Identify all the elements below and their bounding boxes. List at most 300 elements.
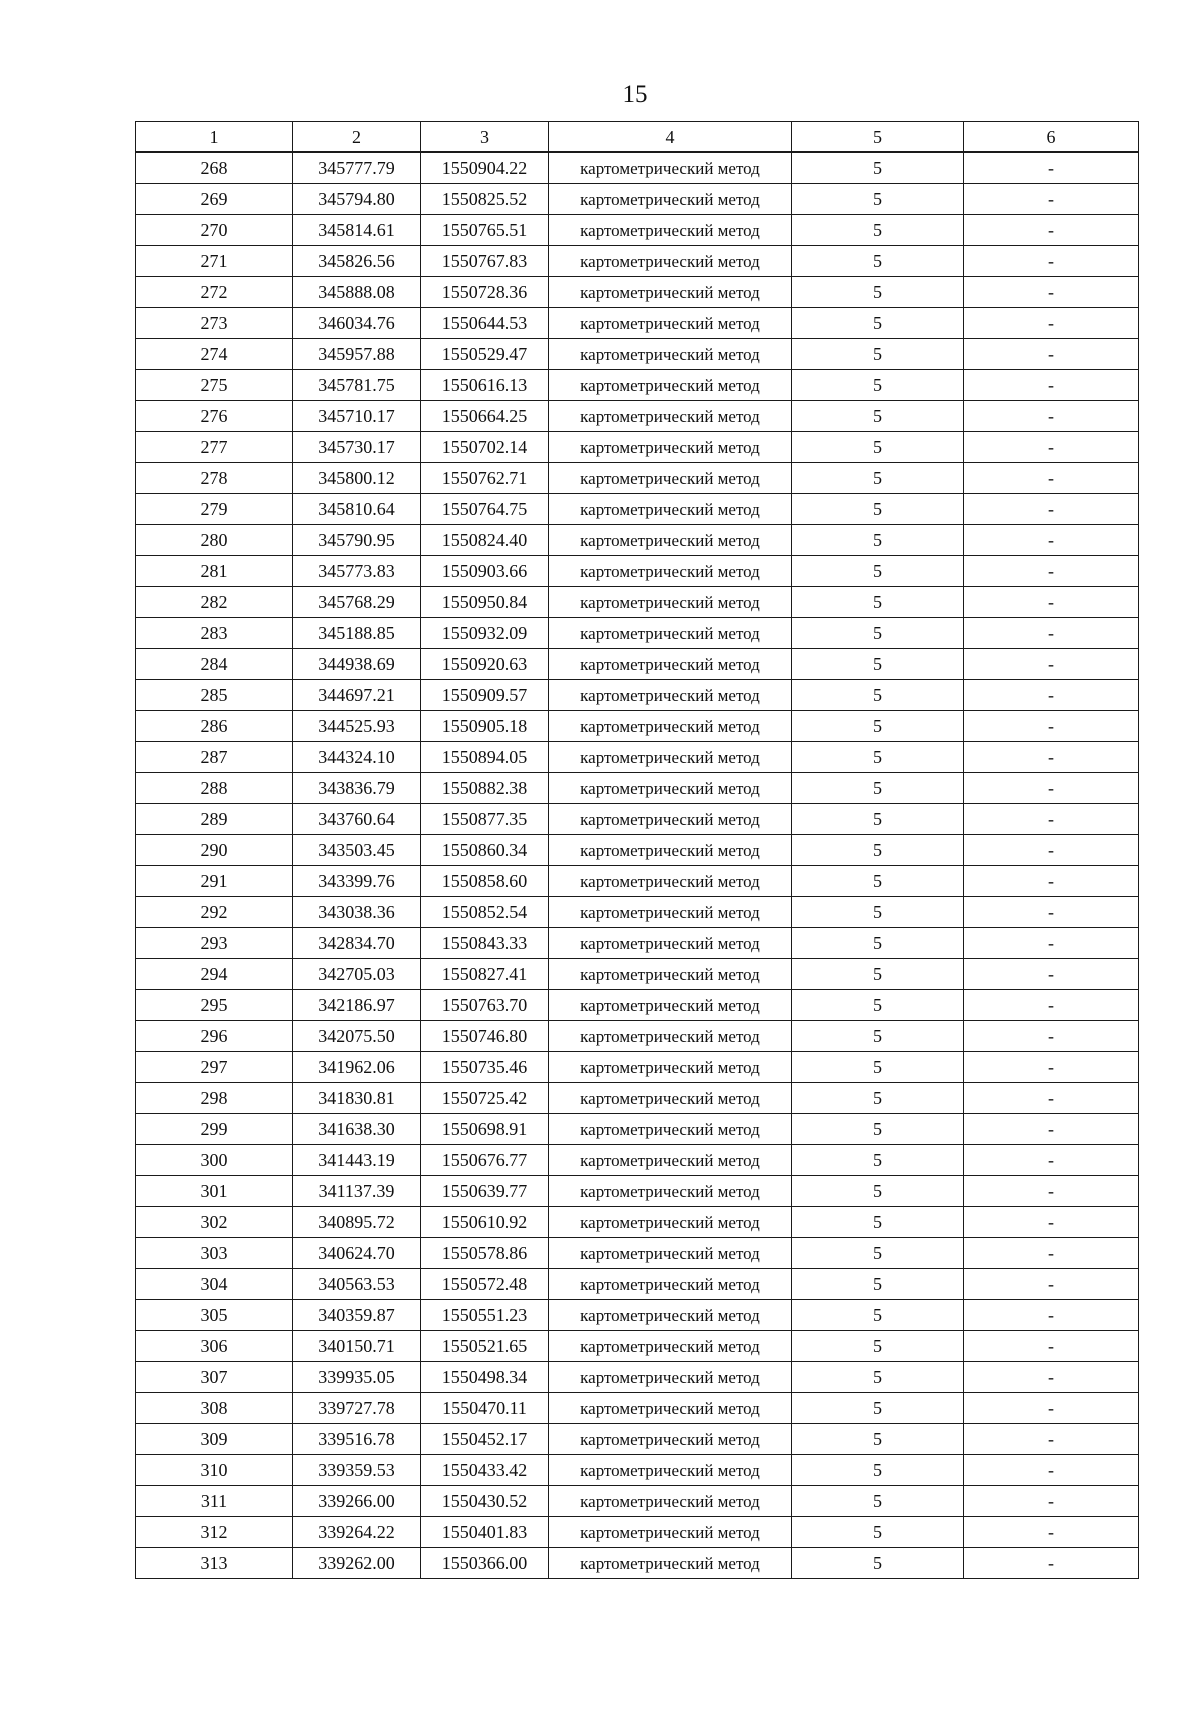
method-cell: картометрический метод <box>549 184 792 215</box>
x-coordinate-cell: 341830.81 <box>293 1083 421 1114</box>
accuracy-cell: 5 <box>792 308 964 339</box>
table-body <box>136 152 1139 1579</box>
method-cell: картометрический метод <box>549 1052 792 1083</box>
y-coordinate-cell: 1550728.36 <box>421 277 549 308</box>
y-coordinate-cell: 1550578.86 <box>421 1238 549 1269</box>
point-number-cell: 270 <box>136 215 293 246</box>
accuracy-cell: 5 <box>792 804 964 835</box>
x-coordinate-cell: 342186.97 <box>293 990 421 1021</box>
point-number-cell: 293 <box>136 928 293 959</box>
accuracy-cell: 5 <box>792 556 964 587</box>
accuracy-cell: 5 <box>792 339 964 370</box>
table-row <box>136 277 1139 308</box>
table-row <box>136 680 1139 711</box>
method-cell: картометрический метод <box>549 773 792 804</box>
point-number-cell: 276 <box>136 401 293 432</box>
table-row <box>136 370 1139 401</box>
description-cell: - <box>964 494 1139 525</box>
y-coordinate-cell: 1550644.53 <box>421 308 549 339</box>
point-number-cell: 295 <box>136 990 293 1021</box>
x-coordinate-cell: 346034.76 <box>293 308 421 339</box>
x-coordinate-cell: 345768.29 <box>293 587 421 618</box>
description-cell: - <box>964 1145 1139 1176</box>
y-coordinate-cell: 1550498.34 <box>421 1362 549 1393</box>
x-coordinate-cell: 340359.87 <box>293 1300 421 1331</box>
description-cell: - <box>964 1455 1139 1486</box>
y-coordinate-cell: 1550825.52 <box>421 184 549 215</box>
point-number-cell: 301 <box>136 1176 293 1207</box>
x-coordinate-cell: 340563.53 <box>293 1269 421 1300</box>
method-cell: картометрический метод <box>549 742 792 773</box>
y-coordinate-cell: 1550763.70 <box>421 990 549 1021</box>
accuracy-cell: 5 <box>792 990 964 1021</box>
description-cell: - <box>964 1207 1139 1238</box>
method-cell: картометрический метод <box>549 1207 792 1238</box>
table-row <box>136 246 1139 277</box>
table-row <box>136 711 1139 742</box>
accuracy-cell: 5 <box>792 1424 964 1455</box>
table-row <box>136 1114 1139 1145</box>
point-number-cell: 308 <box>136 1393 293 1424</box>
description-cell: - <box>964 1548 1139 1579</box>
method-cell: картометрический метод <box>549 928 792 959</box>
x-coordinate-cell: 340895.72 <box>293 1207 421 1238</box>
accuracy-cell: 5 <box>792 1052 964 1083</box>
x-coordinate-cell: 345773.83 <box>293 556 421 587</box>
x-coordinate-cell: 341137.39 <box>293 1176 421 1207</box>
y-coordinate-cell: 1550366.00 <box>421 1548 549 1579</box>
method-cell: картометрический метод <box>549 1083 792 1114</box>
description-cell: - <box>964 928 1139 959</box>
column-header-description: 6 <box>964 122 1139 153</box>
point-number-cell: 291 <box>136 866 293 897</box>
description-cell: - <box>964 1486 1139 1517</box>
point-number-cell: 278 <box>136 463 293 494</box>
description-cell: - <box>964 432 1139 463</box>
description-cell: - <box>964 742 1139 773</box>
description-cell: - <box>964 184 1139 215</box>
x-coordinate-cell: 341962.06 <box>293 1052 421 1083</box>
description-cell: - <box>964 897 1139 928</box>
column-header-accuracy: 5 <box>792 122 964 153</box>
accuracy-cell: 5 <box>792 277 964 308</box>
y-coordinate-cell: 1550904.22 <box>421 152 549 184</box>
y-coordinate-cell: 1550852.54 <box>421 897 549 928</box>
accuracy-cell: 5 <box>792 494 964 525</box>
method-cell: картометрический метод <box>549 1424 792 1455</box>
description-cell: - <box>964 152 1139 184</box>
y-coordinate-cell: 1550702.14 <box>421 432 549 463</box>
method-cell: картометрический метод <box>549 1331 792 1362</box>
x-coordinate-cell: 343760.64 <box>293 804 421 835</box>
method-cell: картометрический метод <box>549 308 792 339</box>
x-coordinate-cell: 345794.80 <box>293 184 421 215</box>
point-number-cell: 296 <box>136 1021 293 1052</box>
method-cell: картометрический метод <box>549 152 792 184</box>
x-coordinate-cell: 345957.88 <box>293 339 421 370</box>
method-cell: картометрический метод <box>549 587 792 618</box>
accuracy-cell: 5 <box>792 246 964 277</box>
point-number-cell: 288 <box>136 773 293 804</box>
table-row <box>136 1207 1139 1238</box>
description-cell: - <box>964 1424 1139 1455</box>
table-row <box>136 1052 1139 1083</box>
description-cell: - <box>964 804 1139 835</box>
x-coordinate-cell: 341443.19 <box>293 1145 421 1176</box>
description-cell: - <box>964 246 1139 277</box>
method-cell: картометрический метод <box>549 277 792 308</box>
y-coordinate-cell: 1550894.05 <box>421 742 549 773</box>
description-cell: - <box>964 339 1139 370</box>
y-coordinate-cell: 1550529.47 <box>421 339 549 370</box>
x-coordinate-cell: 344697.21 <box>293 680 421 711</box>
table-row <box>136 1145 1139 1176</box>
point-number-cell: 289 <box>136 804 293 835</box>
point-number-cell: 307 <box>136 1362 293 1393</box>
table-row <box>136 1238 1139 1269</box>
method-cell: картометрический метод <box>549 401 792 432</box>
x-coordinate-cell: 343503.45 <box>293 835 421 866</box>
y-coordinate-cell: 1550762.71 <box>421 463 549 494</box>
accuracy-cell: 5 <box>792 680 964 711</box>
description-cell: - <box>964 1517 1139 1548</box>
column-header-x: 2 <box>293 122 421 153</box>
method-cell: картометрический метод <box>549 680 792 711</box>
point-number-cell: 290 <box>136 835 293 866</box>
description-cell: - <box>964 1269 1139 1300</box>
method-cell: картометрический метод <box>549 339 792 370</box>
point-number-cell: 275 <box>136 370 293 401</box>
table-row <box>136 928 1139 959</box>
table-row <box>136 835 1139 866</box>
column-header-method: 4 <box>549 122 792 153</box>
y-coordinate-cell: 1550430.52 <box>421 1486 549 1517</box>
accuracy-cell: 5 <box>792 587 964 618</box>
x-coordinate-cell: 344938.69 <box>293 649 421 680</box>
table-row <box>136 1517 1139 1548</box>
y-coordinate-cell: 1550572.48 <box>421 1269 549 1300</box>
accuracy-cell: 5 <box>792 1021 964 1052</box>
y-coordinate-cell: 1550824.40 <box>421 525 549 556</box>
y-coordinate-cell: 1550616.13 <box>421 370 549 401</box>
accuracy-cell: 5 <box>792 773 964 804</box>
column-header-y: 3 <box>421 122 549 153</box>
method-cell: картометрический метод <box>549 1517 792 1548</box>
x-coordinate-cell: 342705.03 <box>293 959 421 990</box>
accuracy-cell: 5 <box>792 1238 964 1269</box>
point-number-cell: 306 <box>136 1331 293 1362</box>
x-coordinate-cell: 343038.36 <box>293 897 421 928</box>
table-row <box>136 1331 1139 1362</box>
y-coordinate-cell: 1550882.38 <box>421 773 549 804</box>
method-cell: картометрический метод <box>549 897 792 928</box>
accuracy-cell: 5 <box>792 959 964 990</box>
y-coordinate-cell: 1550932.09 <box>421 618 549 649</box>
point-number-cell: 274 <box>136 339 293 370</box>
method-cell: картометрический метод <box>549 215 792 246</box>
x-coordinate-cell: 339359.53 <box>293 1455 421 1486</box>
table-row <box>136 215 1139 246</box>
table-row <box>136 1548 1139 1579</box>
point-number-cell: 310 <box>136 1455 293 1486</box>
description-cell: - <box>964 649 1139 680</box>
accuracy-cell: 5 <box>792 1269 964 1300</box>
description-cell: - <box>964 680 1139 711</box>
x-coordinate-cell: 345781.75 <box>293 370 421 401</box>
description-cell: - <box>964 308 1139 339</box>
table-row <box>136 463 1139 494</box>
y-coordinate-cell: 1550909.57 <box>421 680 549 711</box>
description-cell: - <box>964 1238 1139 1269</box>
table-row <box>136 618 1139 649</box>
description-cell: - <box>964 1021 1139 1052</box>
method-cell: картометрический метод <box>549 1269 792 1300</box>
method-cell: картометрический метод <box>549 246 792 277</box>
method-cell: картометрический метод <box>549 866 792 897</box>
point-number-cell: 299 <box>136 1114 293 1145</box>
description-cell: - <box>964 556 1139 587</box>
accuracy-cell: 5 <box>792 525 964 556</box>
point-number-cell: 272 <box>136 277 293 308</box>
method-cell: картометрический метод <box>549 1486 792 1517</box>
table-row <box>136 494 1139 525</box>
accuracy-cell: 5 <box>792 742 964 773</box>
point-number-cell: 280 <box>136 525 293 556</box>
method-cell: картометрический метод <box>549 1393 792 1424</box>
x-coordinate-cell: 339262.00 <box>293 1548 421 1579</box>
description-cell: - <box>964 1300 1139 1331</box>
x-coordinate-cell: 339935.05 <box>293 1362 421 1393</box>
accuracy-cell: 5 <box>792 649 964 680</box>
method-cell: картометрический метод <box>549 463 792 494</box>
y-coordinate-cell: 1550735.46 <box>421 1052 549 1083</box>
point-number-cell: 268 <box>136 152 293 184</box>
table-row <box>136 1269 1139 1300</box>
x-coordinate-cell: 345800.12 <box>293 463 421 494</box>
y-coordinate-cell: 1550610.92 <box>421 1207 549 1238</box>
description-cell: - <box>964 990 1139 1021</box>
y-coordinate-cell: 1550746.80 <box>421 1021 549 1052</box>
point-number-cell: 282 <box>136 587 293 618</box>
table-row <box>136 959 1139 990</box>
accuracy-cell: 5 <box>792 1207 964 1238</box>
table-row <box>136 1486 1139 1517</box>
y-coordinate-cell: 1550827.41 <box>421 959 549 990</box>
y-coordinate-cell: 1550860.34 <box>421 835 549 866</box>
table-row <box>136 649 1139 680</box>
accuracy-cell: 5 <box>792 1114 964 1145</box>
point-number-cell: 279 <box>136 494 293 525</box>
accuracy-cell: 5 <box>792 1393 964 1424</box>
description-cell: - <box>964 1083 1139 1114</box>
table-row <box>136 152 1139 184</box>
point-number-cell: 292 <box>136 897 293 928</box>
description-cell: - <box>964 835 1139 866</box>
header-row <box>136 122 1139 153</box>
y-coordinate-cell: 1550676.77 <box>421 1145 549 1176</box>
accuracy-cell: 5 <box>792 215 964 246</box>
y-coordinate-cell: 1550470.11 <box>421 1393 549 1424</box>
accuracy-cell: 5 <box>792 1362 964 1393</box>
point-number-cell: 302 <box>136 1207 293 1238</box>
method-cell: картометрический метод <box>549 1362 792 1393</box>
y-coordinate-cell: 1550725.42 <box>421 1083 549 1114</box>
point-number-cell: 294 <box>136 959 293 990</box>
x-coordinate-cell: 344324.10 <box>293 742 421 773</box>
method-cell: картометрический метод <box>549 432 792 463</box>
x-coordinate-cell: 340150.71 <box>293 1331 421 1362</box>
y-coordinate-cell: 1550903.66 <box>421 556 549 587</box>
table-header <box>136 122 1139 153</box>
y-coordinate-cell: 1550639.77 <box>421 1176 549 1207</box>
x-coordinate-cell: 345810.64 <box>293 494 421 525</box>
accuracy-cell: 5 <box>792 432 964 463</box>
description-cell: - <box>964 587 1139 618</box>
point-number-cell: 297 <box>136 1052 293 1083</box>
x-coordinate-cell: 341638.30 <box>293 1114 421 1145</box>
table-row <box>136 1300 1139 1331</box>
description-cell: - <box>964 463 1139 494</box>
x-coordinate-cell: 339266.00 <box>293 1486 421 1517</box>
y-coordinate-cell: 1550920.63 <box>421 649 549 680</box>
x-coordinate-cell: 339264.22 <box>293 1517 421 1548</box>
point-number-cell: 281 <box>136 556 293 587</box>
point-number-cell: 286 <box>136 711 293 742</box>
method-cell: картометрический метод <box>549 649 792 680</box>
y-coordinate-cell: 1550551.23 <box>421 1300 549 1331</box>
accuracy-cell: 5 <box>792 1176 964 1207</box>
x-coordinate-cell: 344525.93 <box>293 711 421 742</box>
method-cell: картометрический метод <box>549 618 792 649</box>
description-cell: - <box>964 773 1139 804</box>
accuracy-cell: 5 <box>792 866 964 897</box>
point-number-cell: 311 <box>136 1486 293 1517</box>
accuracy-cell: 5 <box>792 184 964 215</box>
method-cell: картометрический метод <box>549 1021 792 1052</box>
table-row <box>136 308 1139 339</box>
point-number-cell: 269 <box>136 184 293 215</box>
description-cell: - <box>964 1362 1139 1393</box>
x-coordinate-cell: 339516.78 <box>293 1424 421 1455</box>
accuracy-cell: 5 <box>792 1517 964 1548</box>
y-coordinate-cell: 1550452.17 <box>421 1424 549 1455</box>
description-cell: - <box>964 215 1139 246</box>
accuracy-cell: 5 <box>792 1145 964 1176</box>
table-row <box>136 1021 1139 1052</box>
x-coordinate-cell: 345826.56 <box>293 246 421 277</box>
table-row <box>136 1424 1139 1455</box>
point-number-cell: 309 <box>136 1424 293 1455</box>
x-coordinate-cell: 342834.70 <box>293 928 421 959</box>
x-coordinate-cell: 342075.50 <box>293 1021 421 1052</box>
accuracy-cell: 5 <box>792 1548 964 1579</box>
x-coordinate-cell: 345188.85 <box>293 618 421 649</box>
point-number-cell: 287 <box>136 742 293 773</box>
description-cell: - <box>964 1176 1139 1207</box>
table-row <box>136 990 1139 1021</box>
accuracy-cell: 5 <box>792 1455 964 1486</box>
table-row <box>136 1393 1139 1424</box>
x-coordinate-cell: 339727.78 <box>293 1393 421 1424</box>
table-row <box>136 184 1139 215</box>
method-cell: картометрический метод <box>549 1176 792 1207</box>
description-cell: - <box>964 711 1139 742</box>
description-cell: - <box>964 401 1139 432</box>
accuracy-cell: 5 <box>792 401 964 432</box>
y-coordinate-cell: 1550433.42 <box>421 1455 549 1486</box>
y-coordinate-cell: 1550767.83 <box>421 246 549 277</box>
description-cell: - <box>964 370 1139 401</box>
y-coordinate-cell: 1550664.25 <box>421 401 549 432</box>
method-cell: картометрический метод <box>549 1238 792 1269</box>
method-cell: картометрический метод <box>549 370 792 401</box>
y-coordinate-cell: 1550698.91 <box>421 1114 549 1145</box>
point-number-cell: 271 <box>136 246 293 277</box>
x-coordinate-cell: 345888.08 <box>293 277 421 308</box>
table-row <box>136 587 1139 618</box>
table-row <box>136 1455 1139 1486</box>
accuracy-cell: 5 <box>792 711 964 742</box>
description-cell: - <box>964 959 1139 990</box>
y-coordinate-cell: 1550765.51 <box>421 215 549 246</box>
x-coordinate-cell: 343836.79 <box>293 773 421 804</box>
accuracy-cell: 5 <box>792 928 964 959</box>
description-cell: - <box>964 277 1139 308</box>
x-coordinate-cell: 345790.95 <box>293 525 421 556</box>
description-cell: - <box>964 525 1139 556</box>
method-cell: картометрический метод <box>549 990 792 1021</box>
method-cell: картометрический метод <box>549 835 792 866</box>
description-cell: - <box>964 618 1139 649</box>
x-coordinate-cell: 345777.79 <box>293 152 421 184</box>
accuracy-cell: 5 <box>792 1083 964 1114</box>
table-row <box>136 401 1139 432</box>
accuracy-cell: 5 <box>792 463 964 494</box>
point-number-cell: 285 <box>136 680 293 711</box>
table-row <box>136 804 1139 835</box>
method-cell: картометрический метод <box>549 804 792 835</box>
table-row <box>136 525 1139 556</box>
method-cell: картометрический метод <box>549 711 792 742</box>
point-number-cell: 273 <box>136 308 293 339</box>
point-number-cell: 303 <box>136 1238 293 1269</box>
table-row <box>136 339 1139 370</box>
table-row <box>136 866 1139 897</box>
x-coordinate-cell: 345730.17 <box>293 432 421 463</box>
table-row <box>136 897 1139 928</box>
point-number-cell: 284 <box>136 649 293 680</box>
table-row <box>136 1083 1139 1114</box>
point-number-cell: 312 <box>136 1517 293 1548</box>
coordinates-table <box>135 121 1139 1579</box>
point-number-cell: 305 <box>136 1300 293 1331</box>
y-coordinate-cell: 1550877.35 <box>421 804 549 835</box>
table-row <box>136 432 1139 463</box>
x-coordinate-cell: 343399.76 <box>293 866 421 897</box>
y-coordinate-cell: 1550843.33 <box>421 928 549 959</box>
table-row <box>136 773 1139 804</box>
accuracy-cell: 5 <box>792 1486 964 1517</box>
method-cell: картометрический метод <box>549 1300 792 1331</box>
accuracy-cell: 5 <box>792 618 964 649</box>
point-number-cell: 298 <box>136 1083 293 1114</box>
point-number-cell: 277 <box>136 432 293 463</box>
description-cell: - <box>964 1393 1139 1424</box>
accuracy-cell: 5 <box>792 1300 964 1331</box>
table-row <box>136 1176 1139 1207</box>
x-coordinate-cell: 340624.70 <box>293 1238 421 1269</box>
y-coordinate-cell: 1550521.65 <box>421 1331 549 1362</box>
